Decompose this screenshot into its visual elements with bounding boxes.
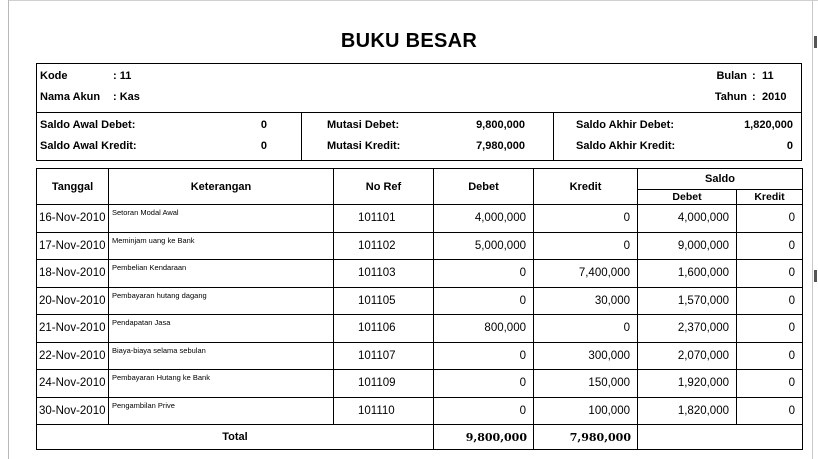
cell-saldo-debet: 2,070,000 — [638, 342, 737, 370]
cell-no-ref: 101105 — [334, 287, 434, 315]
cell-keterangan: Pembayaran hutang dagang — [109, 287, 334, 315]
col-header-kredit: Kredit — [534, 169, 638, 205]
cell-debet: 0 — [434, 370, 534, 398]
table-row — [37, 397, 803, 425]
table-row — [37, 232, 803, 260]
tahun-sep: : — [752, 91, 756, 103]
cell-no-ref: 101107 — [334, 342, 434, 370]
cell-kredit: 7,400,000 — [534, 260, 638, 288]
cell-debet: 0 — [434, 260, 534, 288]
cell-kredit: 100,000 — [534, 397, 638, 425]
cell-debet: 4,000,000 — [434, 205, 534, 233]
saldo-akhir-debet-label: Saldo Akhir Debet: — [576, 119, 674, 131]
cell-no-ref: 101106 — [334, 315, 434, 343]
cell-kredit: 0 — [534, 315, 638, 343]
cell-tanggal: 30-Nov-2010 — [37, 397, 109, 425]
table-row — [37, 205, 803, 233]
cell-tanggal: 20-Nov-2010 — [37, 287, 109, 315]
cell-saldo-kredit: 0 — [737, 370, 803, 398]
cell-keterangan: Biaya-biaya selama sebulan — [109, 342, 334, 370]
total-kredit: 7,980,000 — [534, 425, 638, 450]
summary-box — [36, 112, 802, 161]
cell-debet: 0 — [434, 287, 534, 315]
col-header-saldo-kredit: Kredit — [737, 190, 803, 205]
kode-label: Kode — [40, 70, 68, 82]
cell-no-ref: 101109 — [334, 370, 434, 398]
nama-akun-label: Nama Akun — [40, 91, 101, 103]
saldo-awal-kredit-value: 0 — [260, 140, 267, 152]
cell-kredit: 0 — [534, 205, 638, 233]
cell-kredit: 30,000 — [534, 287, 638, 315]
saldo-akhir-kredit-label: Saldo Akhir Kredit: — [576, 140, 676, 152]
cell-saldo-debet: 1,600,000 — [638, 260, 737, 288]
cell-saldo-debet: 2,370,000 — [638, 315, 737, 343]
table-row — [37, 287, 803, 315]
nama-akun-value: : Kas — [113, 91, 140, 103]
window-top-border — [8, 0, 818, 1]
summary-divider — [301, 113, 302, 160]
cell-saldo-debet: 1,820,000 — [638, 397, 737, 425]
cell-keterangan: Meminjam uang ke Bank — [109, 232, 334, 260]
col-header-no-ref: No Ref — [334, 169, 434, 205]
col-header-tanggal: Tanggal — [37, 169, 109, 205]
cell-no-ref: 101110 — [334, 397, 434, 425]
cell-tanggal: 24-Nov-2010 — [37, 370, 109, 398]
table-row — [37, 370, 803, 398]
bulan-sep: : — [752, 70, 756, 82]
col-header-debet: Debet — [434, 169, 534, 205]
window-left-border — [8, 0, 9, 459]
cell-keterangan: Pendapatan Jasa — [109, 315, 334, 343]
saldo-akhir-debet-value: 1,820,000 — [744, 119, 793, 131]
table-row — [37, 342, 803, 370]
col-header-saldo: Saldo — [638, 169, 803, 190]
cell-tanggal: 16-Nov-2010 — [37, 205, 109, 233]
cell-saldo-debet: 9,000,000 — [638, 232, 737, 260]
cell-saldo-kredit: 0 — [737, 287, 803, 315]
mutasi-debet-label: Mutasi Debet: — [327, 119, 400, 131]
mutasi-kredit-value: 7,980,000 — [476, 140, 525, 152]
cell-saldo-kredit: 0 — [737, 232, 803, 260]
saldo-awal-debet-value: 0 — [260, 119, 267, 131]
table-row — [37, 260, 803, 288]
cell-keterangan: Pembayaran Hutang ke Bank — [109, 370, 334, 398]
saldo-awal-kredit-label: Saldo Awal Kredit: — [40, 140, 137, 152]
cell-keterangan: Setoran Modal Awal — [109, 205, 334, 233]
col-header-keterangan: Keterangan — [109, 169, 334, 205]
cell-saldo-kredit: 0 — [737, 315, 803, 343]
cell-tanggal: 17-Nov-2010 — [37, 232, 109, 260]
bulan-value: 11 — [762, 70, 774, 82]
cell-no-ref: 101101 — [334, 205, 434, 233]
cell-keterangan: Pengambilan Prive — [109, 397, 334, 425]
cell-saldo-kredit: 0 — [737, 342, 803, 370]
cell-saldo-kredit: 0 — [737, 205, 803, 233]
cell-debet: 0 — [434, 342, 534, 370]
cell-saldo-debet: 1,920,000 — [638, 370, 737, 398]
cell-no-ref: 101103 — [334, 260, 434, 288]
ledger-table — [36, 168, 803, 450]
col-header-saldo-debet: Debet — [638, 190, 737, 205]
cell-saldo-kredit: 0 — [737, 397, 803, 425]
cell-debet: 0 — [434, 397, 534, 425]
cell-tanggal: 21-Nov-2010 — [37, 315, 109, 343]
cell-keterangan: Pembelian Kendaraan — [109, 260, 334, 288]
scrollbar-tick — [814, 270, 817, 282]
cell-saldo-kredit: 0 — [737, 260, 803, 288]
cell-kredit: 0 — [534, 232, 638, 260]
cell-saldo-debet: 4,000,000 — [638, 205, 737, 233]
mutasi-kredit-label: Mutasi Kredit: — [327, 140, 401, 152]
cell-debet: 5,000,000 — [434, 232, 534, 260]
saldo-akhir-kredit-value: 0 — [786, 140, 793, 152]
window-right-border — [812, 0, 813, 459]
bulan-label: Bulan — [716, 70, 747, 82]
mutasi-debet-value: 9,800,000 — [476, 119, 525, 131]
total-row — [37, 425, 803, 450]
cell-debet: 800,000 — [434, 315, 534, 343]
report-title: BUKU BESAR — [340, 30, 478, 52]
saldo-awal-debet-label: Saldo Awal Debet: — [40, 119, 136, 131]
kode-value: : 11 — [113, 70, 132, 82]
summary-divider — [553, 113, 554, 160]
cell-saldo-debet: 1,570,000 — [638, 287, 737, 315]
total-debet: 9,800,000 — [434, 425, 534, 450]
tahun-label: Tahun — [714, 91, 747, 103]
table-row — [37, 315, 803, 343]
cell-no-ref: 101102 — [334, 232, 434, 260]
account-header — [36, 63, 802, 113]
total-saldo-empty — [638, 425, 803, 450]
cell-tanggal: 22-Nov-2010 — [37, 342, 109, 370]
total-label: Total — [37, 425, 434, 450]
cell-kredit: 300,000 — [534, 342, 638, 370]
tahun-value: 2010 — [762, 91, 787, 103]
cell-kredit: 150,000 — [534, 370, 638, 398]
cell-tanggal: 18-Nov-2010 — [37, 260, 109, 288]
